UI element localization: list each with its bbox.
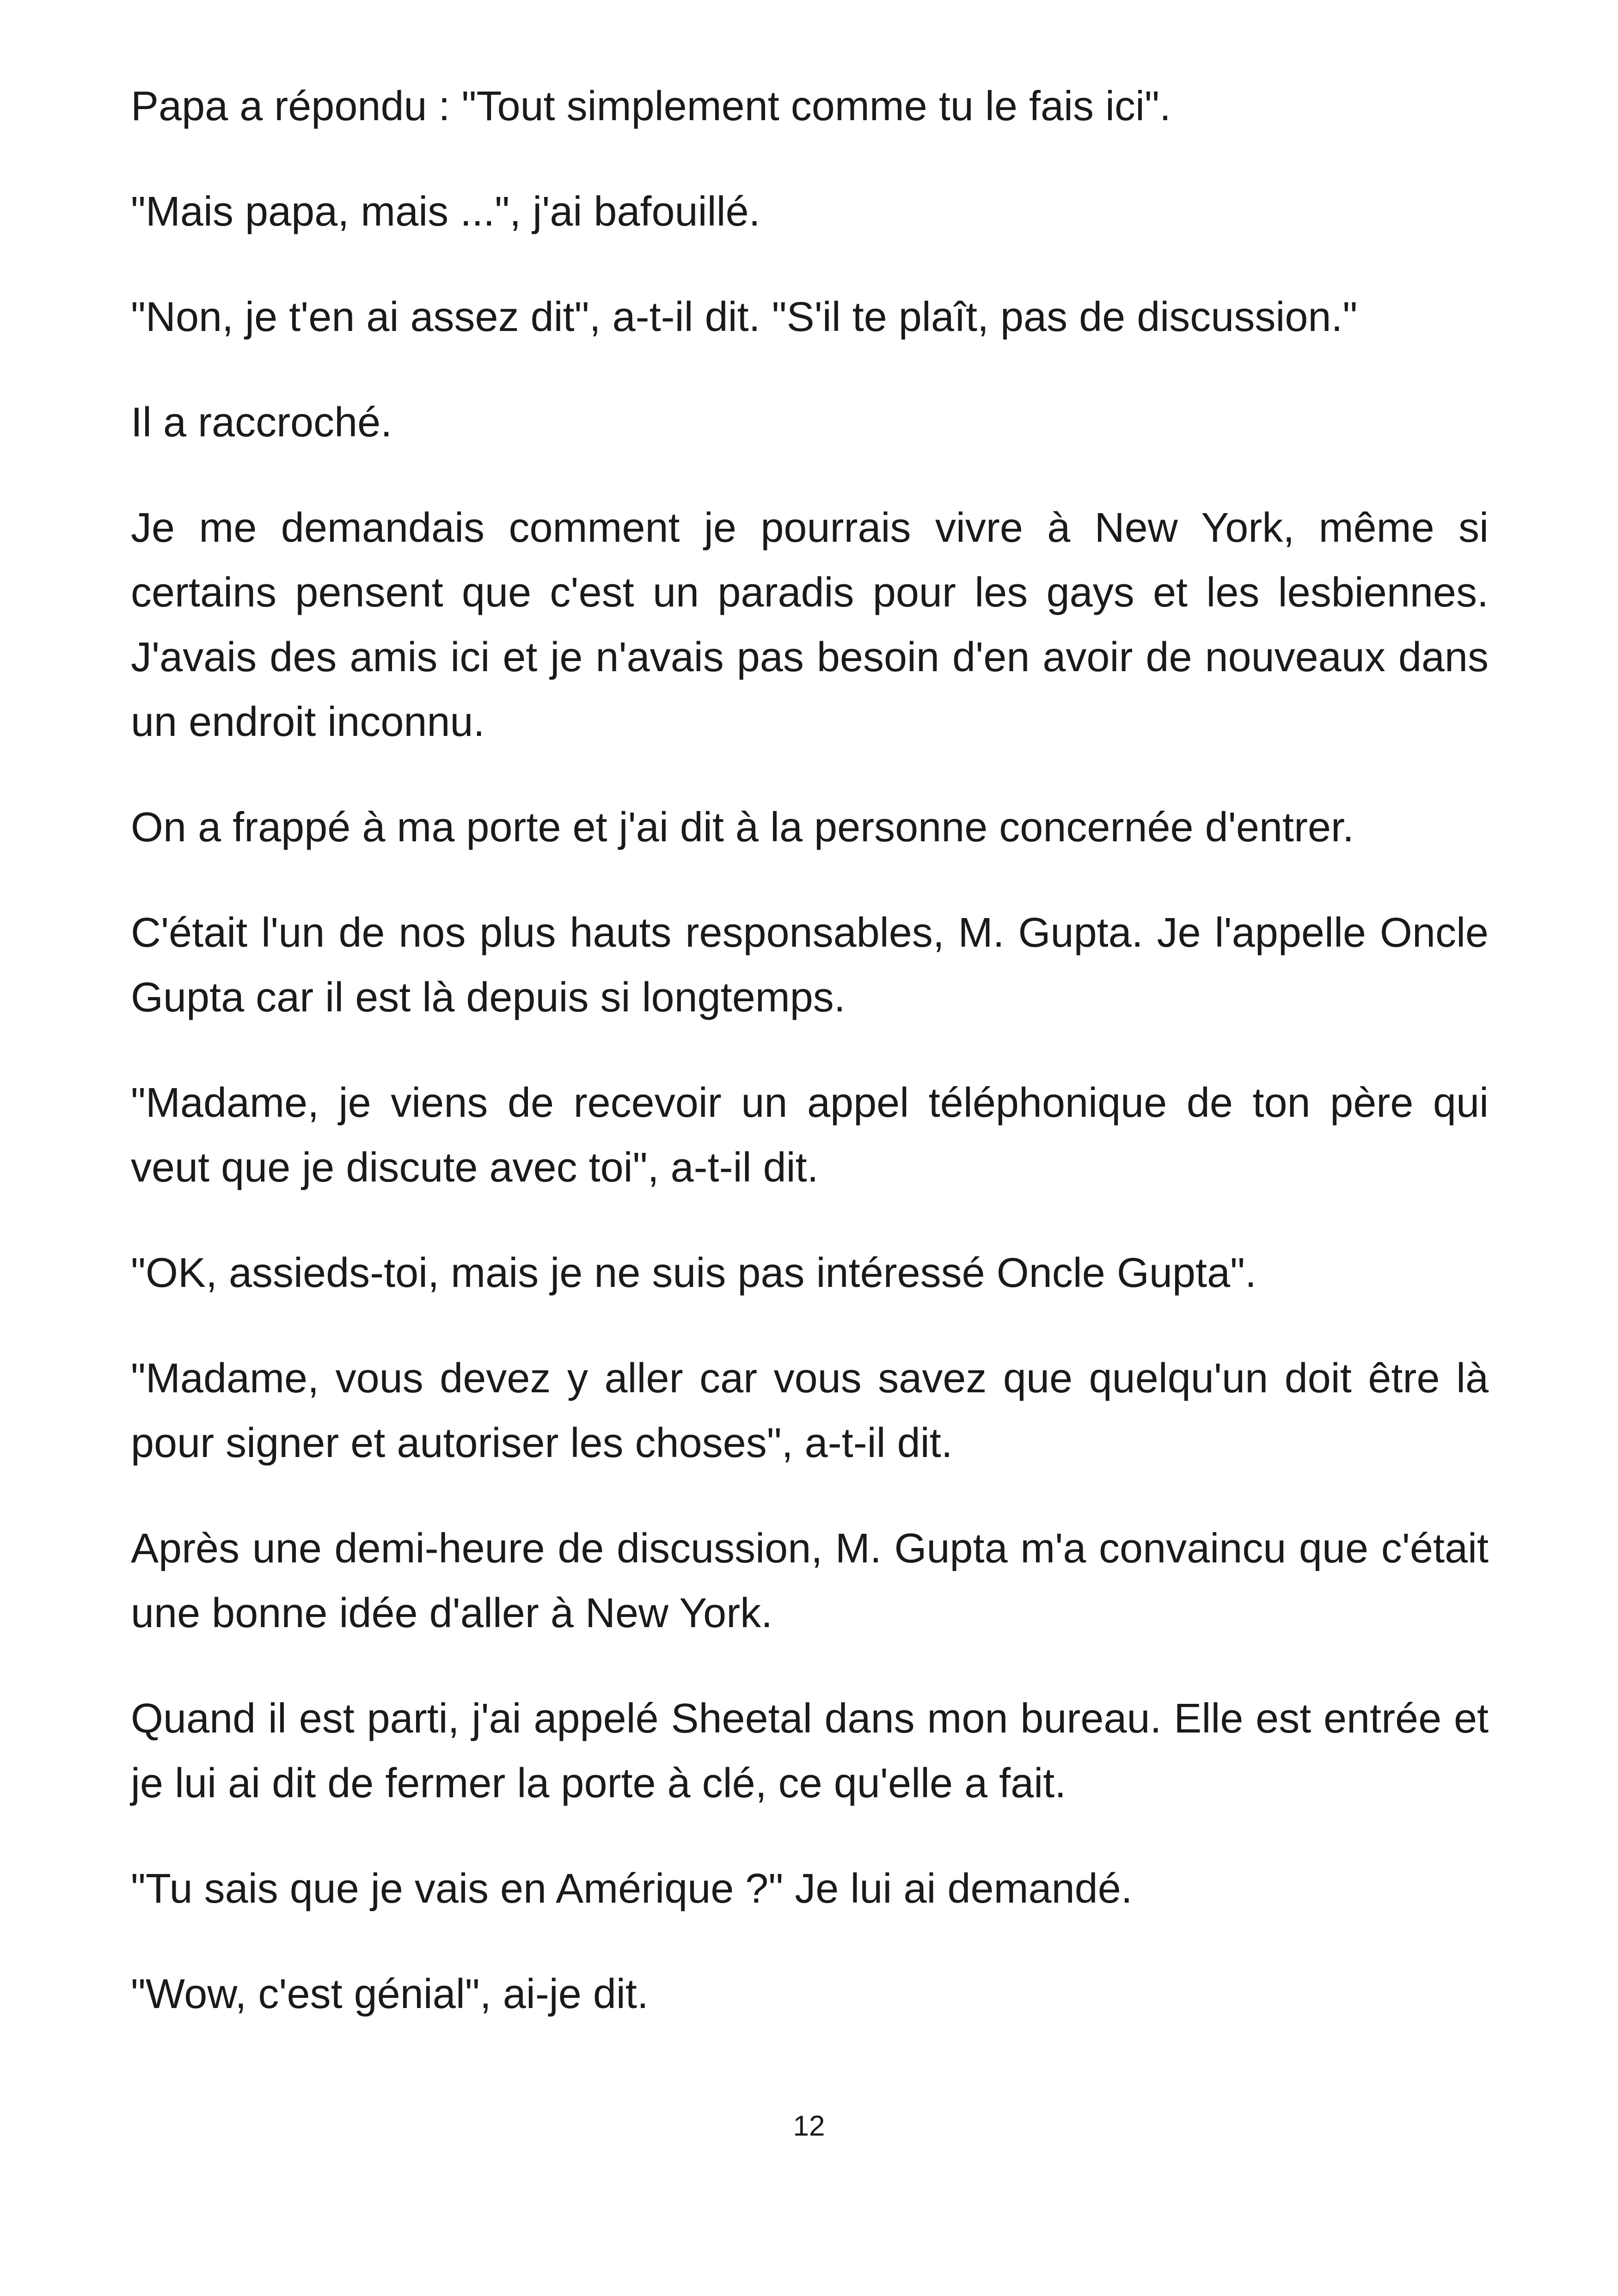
paragraph: Il a raccroché. [131,399,392,446]
paragraph: Après une demi-heure de discussion, M. Gupta m'a convaincu que c'était une bonne idée d'aller à New York. [131,1525,1489,1636]
paragraph: C'était l'un de nos plus hauts responsables, M. Gupta. Je l'appelle Oncle Gupta car il est là depuis si longtemps. [131,910,1489,1021]
paragraph: "Non, je t'en ai assez dit", a-t-il dit. "S'il te plaît, pas de discussion." [131,294,1358,340]
paragraph: "Madame, je viens de recevoir un appel téléphonique de ton père qui veut que je discute avec toi", a-t-il dit. [131,1080,1489,1191]
paragraph: Quand il est parti, j'ai appelé Sheetal dans mon bureau. Elle est entrée et je lui ai dit de fermer la porte à clé, ce qu'elle a fait. [131,1696,1489,1806]
paragraph: "Madame, vous devez y aller car vous savez que quelqu'un doit être là pour signer et autoriser les choses", a-t-il dit. [131,1355,1489,1466]
paragraph: "Mais papa, mais ...", j'ai bafouillé. [131,189,760,235]
paragraph: "OK, assieds-toi, mais je ne suis pas intéressé Oncle Gupta". [131,1250,1256,1296]
paragraph: Je me demandais comment je pourrais vivre à New York, même si certains pensent que c'est un paradis pour les gays et les lesbiennes. J'avais des amis ici et je n'avais pas besoin d'en avoir de nouveaux dans un endroit inconnu. [131,505,1489,745]
paragraph: On a frappé à ma porte et j'ai dit à la personne concernée d'entrer. [131,804,1354,851]
paragraph: "Wow, c'est génial", ai-je dit. [131,1971,649,2017]
paragraph: "Tu sais que je vais en Amérique ?" Je lui ai demandé. [131,1866,1133,1912]
paragraph: Papa a répondu : "Tout simplement comme tu le fais ici". [131,83,1171,129]
page-number: 12 [793,2110,825,2142]
body-text [131,74,1489,2067]
